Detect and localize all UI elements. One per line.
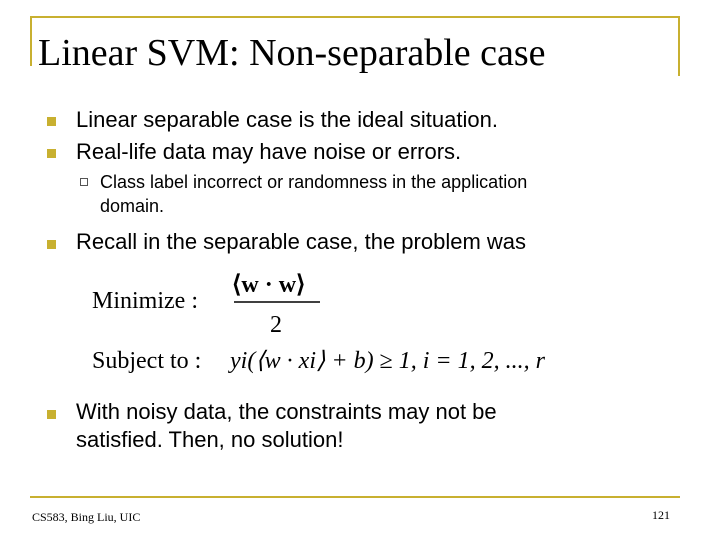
bullet-4-line-2: satisfied. Then, no solution! [76, 427, 344, 452]
right-border-line [678, 16, 680, 76]
fraction-denominator: 2 [270, 312, 282, 338]
bullet-2-text: Real-life data may have noise or errors. [76, 139, 462, 164]
bullet-icon [47, 149, 56, 158]
optimization-formula [90, 262, 630, 382]
bullet-4-line-1: With noisy data, the constraints may not be [76, 399, 497, 424]
top-border-line [30, 16, 680, 18]
minimize-label: Minimize : [92, 288, 198, 314]
constraint-expression: yi(⟨w · xi⟩ + b) ≥ 1, i = 1, 2, ..., r [230, 348, 545, 374]
bullet-1-text: Linear separable case is the ideal situation. [76, 107, 498, 132]
left-border-line [30, 16, 32, 66]
footer-divider [30, 496, 680, 498]
sub-bullet-line-1: Class label incorrect or randomness in the application [100, 172, 528, 192]
bullet-icon [47, 240, 56, 249]
subject-to-label: Subject to : [92, 348, 202, 374]
fraction-numerator: ⟨w · w⟩ [232, 272, 306, 298]
slide-title: Linear SVM: Non-separable case [38, 32, 546, 74]
bullet-3-text: Recall in the separable case, the problem was [76, 229, 527, 254]
footer-credit: CS583, Bing Liu, UIC [32, 510, 141, 524]
bullet-icon [47, 410, 56, 419]
bullet-icon [47, 117, 56, 126]
sub-bullet-icon [80, 178, 88, 186]
page-number: 121 [652, 508, 670, 522]
sub-bullet-line-2: domain. [100, 196, 165, 216]
